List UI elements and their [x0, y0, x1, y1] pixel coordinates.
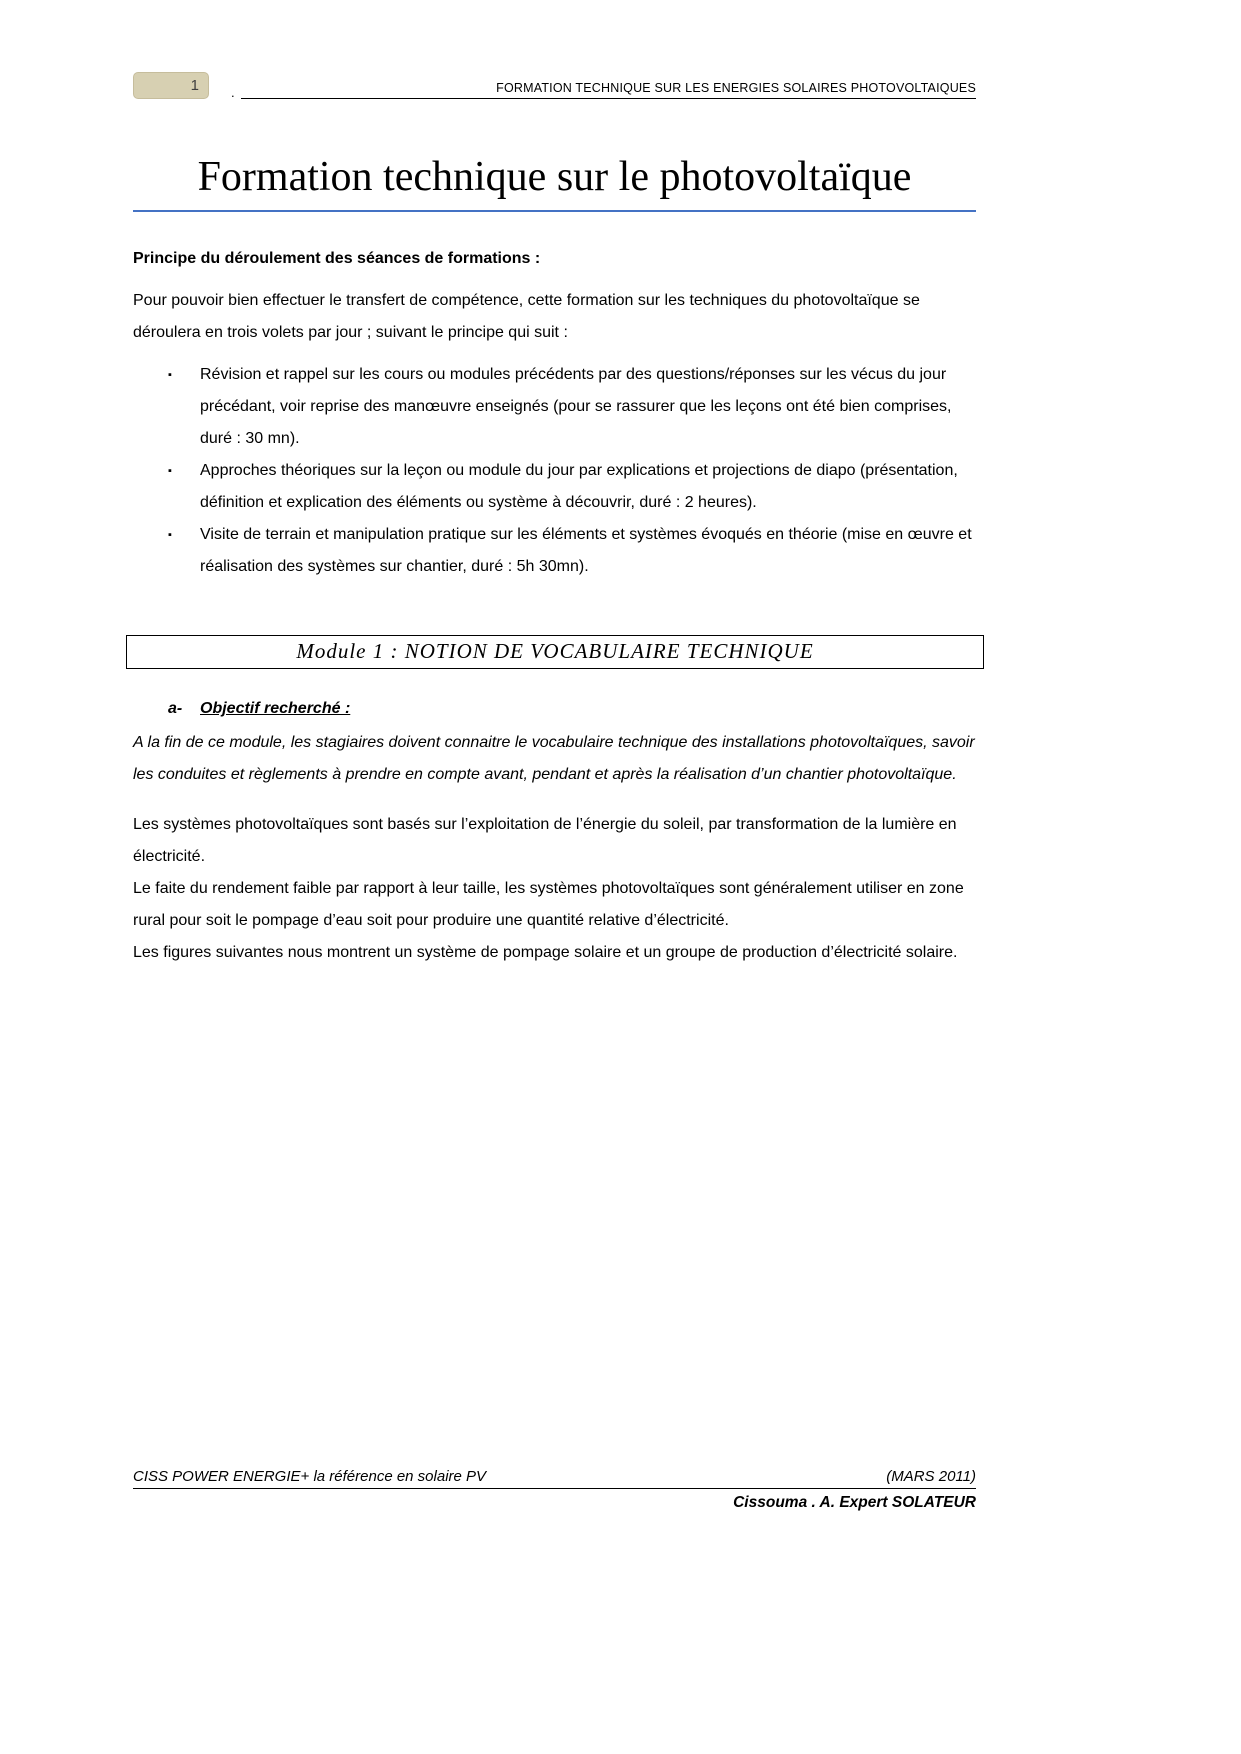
- footer-right-text: (MARS 2011): [886, 1468, 976, 1485]
- module-heading: Module 1 : NOTION DE VOCABULAIRE TECHNIQUE: [296, 638, 814, 663]
- page-header: [133, 72, 976, 99]
- bullet-square-icon: ▪: [168, 528, 172, 541]
- footer-rule-row: [133, 1468, 976, 1489]
- bullet-square-icon: ▪: [168, 464, 172, 477]
- body-paragraph: Les systèmes photovoltaïques sont basés sur l’exploitation de l’énergie du soleil, par transformation de la lumière en électricité.: [133, 815, 957, 865]
- objective-paragraph: A la fin de ce module, les stagiaires doivent connaitre le vocabulaire technique des installations photovoltaïques, savoir les conduites et règlements à prendre en compte avant, pendant et après la réalisation d’un chantier photovoltaïque.: [133, 733, 975, 783]
- title-rule: [133, 210, 976, 212]
- body-paragraph: Les figures suivantes nous montrent un système de pompage solaire et un groupe de production d’électricité solaire.: [133, 943, 958, 961]
- bullet-item: [168, 359, 976, 455]
- page-number: 1: [190, 77, 199, 94]
- footer-left-text: CISS POWER ENERGIE+ la référence en solaire PV: [133, 1468, 487, 1485]
- objective-line: [133, 695, 976, 723]
- page-footer: [133, 1468, 976, 1512]
- bullet-text: Révision et rappel sur les cours ou modules précédents par des questions/réponses sur les vécus du jour précédant, voir reprise des manœuvre enseignés (pour se rassurer que les leçons ont été bien comprises, duré : 30 mn).: [200, 365, 952, 447]
- bullet-text: Approches théoriques sur la leçon ou module du jour par explications et projections de diapo (présentation, définition et explication des éléments ou système à découvrir, duré : 2 heures).: [200, 461, 958, 511]
- objective-heading: Objectif recherché :: [200, 699, 351, 717]
- intro-paragraph: Pour pouvoir bien effectuer le transfert de compétence, cette formation sur les techniques du photovoltaïque se déroulera en trois volets par jour ; suivant le principe qui suit :: [133, 291, 920, 341]
- bullet-square-icon: ▪: [168, 368, 172, 381]
- footer-signature: Cissouma . A. Expert SOLATEUR: [733, 1494, 976, 1511]
- body-paragraph: Le faite du rendement faible par rapport à leur taille, les systèmes photovoltaïques sont généralement utiliser en zone rural pour soit le pompage d’eau soit pour produire une quantité relative d’électricité.: [133, 879, 964, 929]
- page-number-badge: [133, 72, 209, 99]
- header-title: FORMATION TECHNIQUE SUR LES ENERGIES SOLAIRES PHOTOVOLTAIQUES: [496, 81, 976, 95]
- bullet-text: Visite de terrain et manipulation pratique sur les éléments et systèmes évoqués en théorie (mise en œuvre et réalisation des systèmes sur chantier, duré : 5h 30mn).: [200, 525, 972, 575]
- principle-bullet-list: [133, 359, 976, 583]
- principle-heading: Principe du déroulement des séances de formations :: [133, 250, 541, 268]
- header-dot: .: [231, 85, 235, 100]
- bullet-item: [168, 519, 976, 583]
- header-rule: [241, 81, 976, 99]
- module-heading-box: [126, 635, 984, 669]
- page-content: [133, 0, 976, 969]
- objective-label: a-: [168, 699, 183, 717]
- bullet-item: [168, 455, 976, 519]
- document-title: Formation technique sur le photovoltaïque: [197, 154, 912, 200]
